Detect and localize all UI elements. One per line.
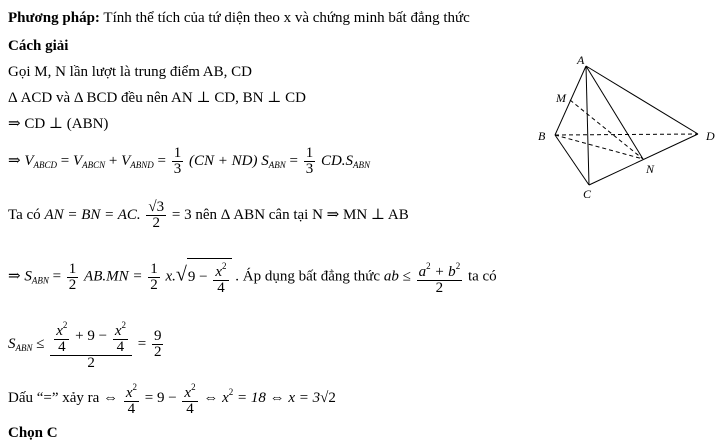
fraction-one-third: $\frac{1}{3}$	[173, 145, 182, 177]
label-n: N	[646, 162, 655, 176]
segment-an	[586, 66, 643, 159]
compound-fraction: $\frac{x^2}{4}$ + 9 − $\frac{x^2}{4}$ 2	[50, 318, 132, 371]
fraction-am-gm: $\frac{a^2 + b^2}{2}$	[418, 260, 461, 296]
segment-mn-hidden	[570, 100, 643, 159]
equilateral-line: Δ ACD và Δ BCD đều nên AN ⊥ CD, BN ⊥ CD	[8, 90, 306, 106]
label-b: B	[538, 129, 546, 143]
perpendicular-line: ⇒ CD ⊥ (ABN)	[8, 116, 109, 132]
segment-bn-hidden	[555, 135, 643, 159]
label-d: D	[706, 129, 715, 143]
fraction-one-third-b: $\frac{1}{3}$	[305, 145, 314, 177]
an-bn-line: Ta có AN = BN = AC. $\frac{√3}{2}$ = 3 nên Δ ABN cân tại N ⇒ MN ⊥ AB	[8, 199, 409, 231]
midpoints-line: Gọi M, N lần lượt là trung điểm AB, CD	[8, 64, 252, 80]
method-line	[8, 9, 470, 27]
edge-ad	[586, 66, 698, 134]
label-a: A	[577, 53, 585, 67]
inequality-formula: $S_{ABN}$ ≤ $\frac{x^2}{4}$ + 9 − $\frac{x^2}{4}$ 2 = $\frac{9}{2}$	[8, 320, 162, 371]
method-text: Tính thể tích của tứ diện theo x và chứng minh bất đẳng thức	[103, 10, 470, 26]
edge-bd-hidden	[555, 134, 698, 135]
sqrt-expression: 9 − $\frac{x^2}{4}$	[187, 258, 232, 296]
edge-cd	[589, 134, 698, 185]
solution-heading: Cách giải	[8, 38, 69, 54]
fraction-sqrt3-over-2: $\frac{√3}{2}$	[148, 199, 165, 231]
area-formula: ⇒ $S_{ABN}$ = $\frac{1}{2}$ AB.MN = $\frac{1}{2}$ x.√9 − $\frac{x^2}{4}$ . Áp dụng bất đẳng thức ab ≤ $\frac{a^2 + b^2}{2}$ ta có	[8, 258, 497, 296]
method-label: Phương pháp:	[8, 10, 100, 26]
tetrahedron-figure	[530, 50, 720, 200]
label-m: M	[556, 91, 566, 105]
label-c: C	[583, 187, 592, 200]
answer: Chọn C	[8, 425, 58, 441]
edge-ac	[586, 66, 589, 185]
equality-condition: Dấu “=” xảy ra ⇔ $\frac{x^2}{4}$ = 9 − $\frac{x^2}{4}$ ⇔ $x^2 = 18$ ⇔ x = 3√2	[8, 382, 336, 417]
volume-formula: ⇒ $V_{ABCD} = V_{ABCN} + V_{ABND}$ = $\frac{1}{3}$ (CN + ND) $S_{ABN}$ = $\frac{1}{3}$ $CD.S_{ABN}$	[8, 145, 371, 177]
